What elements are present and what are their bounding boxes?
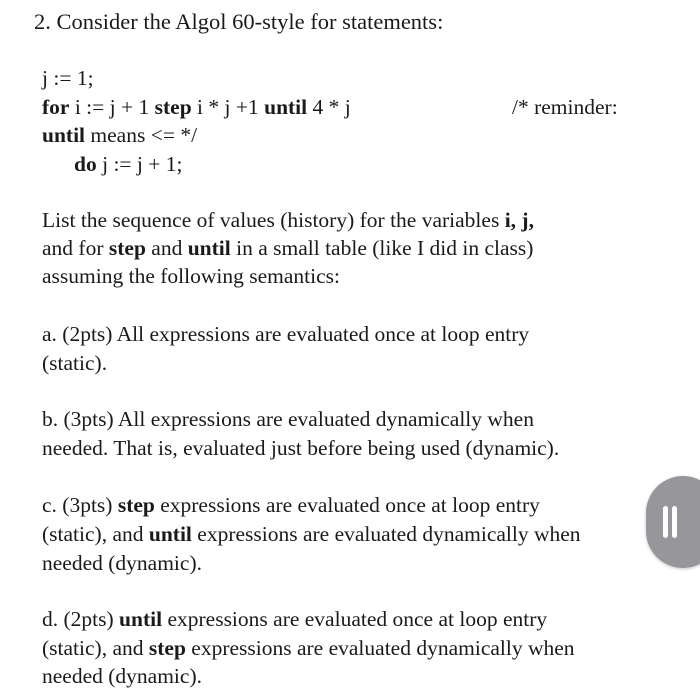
code-line-1: j := 1;: [42, 66, 94, 90]
code-line-2-step-expr: i * j +1: [191, 95, 265, 119]
prompt-step: step: [108, 236, 146, 260]
prompt-until: until: [187, 236, 231, 260]
keyword-until: until: [42, 123, 86, 147]
part-c-line-2-text-a: (static), and: [42, 522, 149, 546]
code-line-4: [74, 150, 183, 178]
prompt-line-1-text: List the sequence of values (history) for the variables: [42, 208, 505, 232]
prompt-line-1: [42, 206, 534, 234]
part-c-line-1: [42, 491, 540, 519]
part-a-line-1: a. (2pts) All expressions are evaluated once at loop entry: [42, 322, 530, 346]
part-d-line-2: [42, 634, 575, 662]
code-line-3: [42, 121, 197, 149]
keyword-until: until: [264, 95, 308, 119]
code-line-4-rest: j := j + 1;: [96, 152, 183, 176]
part-c-line-1-rest: expressions are evaluated once at loop entry: [154, 493, 540, 517]
part-d-line-3: needed (dynamic).: [42, 664, 202, 688]
scroll-handle[interactable]: [646, 476, 700, 568]
keyword-for: for: [42, 95, 70, 119]
part-c-label: c. (3pts): [42, 493, 118, 517]
part-c-line-2: [42, 520, 581, 548]
prompt-line-3: assuming the following semantics:: [42, 264, 340, 288]
code-line-2-init: i := j + 1: [69, 95, 155, 119]
prompt-line-2-text-b: and: [145, 236, 188, 260]
keyword-do: do: [74, 152, 97, 176]
part-d-keyword-step: step: [148, 636, 186, 660]
prompt-line-2: [42, 234, 533, 262]
part-c-keyword-step: step: [117, 493, 155, 517]
question-heading: 2. Consider the Algol 60-style for statements:: [34, 9, 444, 34]
part-b-line-2: needed. That is, evaluated just before being used (dynamic).: [42, 436, 560, 460]
prompt-line-2-text-c: in a small table (like I did in class): [230, 236, 534, 260]
part-d-line-1: [42, 605, 547, 633]
part-c-keyword-until: until: [148, 522, 192, 546]
part-d-line-2-text-a: (static), and: [42, 636, 149, 660]
prompt-variables: i, j,: [504, 208, 534, 232]
part-c-line-3: needed (dynamic).: [42, 551, 202, 575]
part-d-keyword-until: until: [119, 607, 163, 631]
part-b-line-1: b. (3pts) All expressions are evaluated dynamically when: [42, 407, 534, 431]
code-line-2-until-expr: 4 * j: [307, 95, 351, 119]
code-reminder-comment: /* reminder:: [512, 95, 618, 119]
scroll-grip-icon: [672, 506, 677, 538]
scroll-grip-icon: [663, 506, 668, 538]
keyword-step: step: [154, 95, 192, 119]
part-a-line-2: (static).: [42, 351, 108, 375]
part-d-label: d. (2pts): [42, 607, 120, 631]
part-c-line-2-rest: expressions are evaluated dynamically when: [191, 522, 581, 546]
code-line-3-rest: means <= */: [85, 123, 198, 147]
part-d-line-1-rest: expressions are evaluated once at loop entry: [162, 607, 548, 631]
part-d-line-2-rest: expressions are evaluated dynamically when: [185, 636, 575, 660]
prompt-line-2-text-a: and for: [42, 236, 109, 260]
code-line-2: [42, 93, 351, 121]
